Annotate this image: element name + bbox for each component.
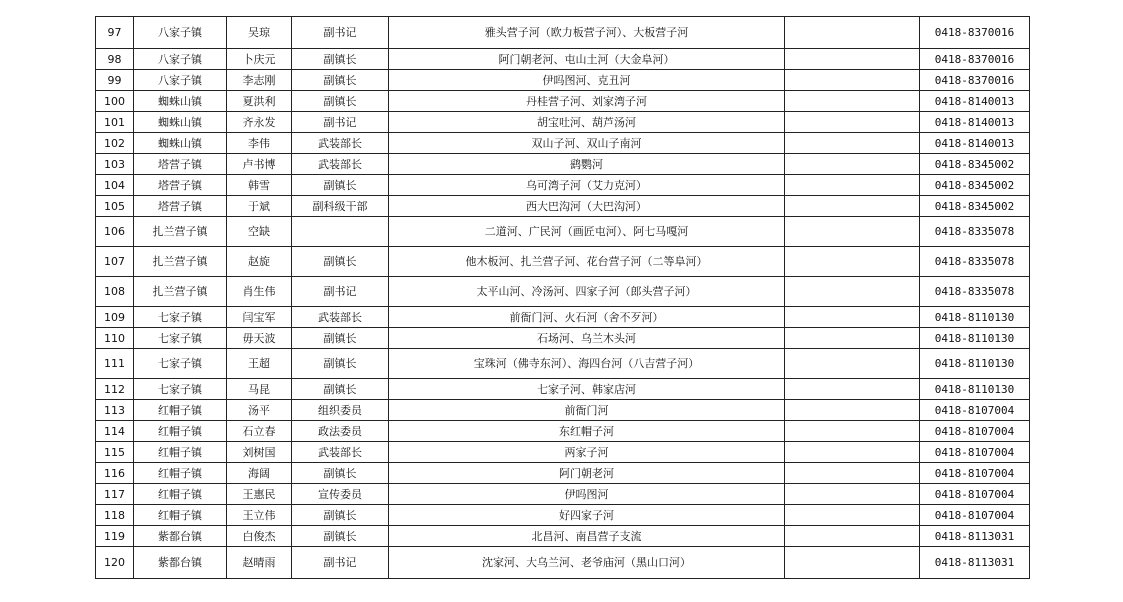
- town-cell: 塔营子镇: [134, 196, 227, 217]
- person-name-cell: 赵晴雨: [227, 547, 292, 579]
- rivers-cell: 太平山河、冷汤河、四家子河（郎头营子河）: [389, 277, 785, 307]
- person-name-cell: 白俊杰: [227, 526, 292, 547]
- note-cell: [785, 17, 920, 49]
- person-name-cell: 韩雪: [227, 175, 292, 196]
- rivers-cell: 阿门朝老河、屯山土河（大金阜河）: [389, 49, 785, 70]
- phone-cell: 0418-8110130: [920, 379, 1030, 400]
- town-cell: 扎兰营子镇: [134, 247, 227, 277]
- table-row: [96, 277, 1030, 307]
- town-cell: 七家子镇: [134, 349, 227, 379]
- person-name-cell: 王超: [227, 349, 292, 379]
- row-number-cell: 99: [96, 70, 134, 91]
- phone-cell: 0418-8107004: [920, 442, 1030, 463]
- phone-cell: 0418-8110130: [920, 328, 1030, 349]
- position-cell: 副书记: [292, 277, 389, 307]
- row-number-cell: 111: [96, 349, 134, 379]
- table-row: [96, 247, 1030, 277]
- note-cell: [785, 349, 920, 379]
- note-cell: [785, 196, 920, 217]
- note-cell: [785, 526, 920, 547]
- row-number-cell: 112: [96, 379, 134, 400]
- town-cell: 扎兰营子镇: [134, 217, 227, 247]
- person-name-cell: 马昆: [227, 379, 292, 400]
- note-cell: [785, 484, 920, 505]
- town-cell: 红帽子镇: [134, 421, 227, 442]
- position-cell: [292, 217, 389, 247]
- position-cell: 副镇长: [292, 463, 389, 484]
- row-number-cell: 105: [96, 196, 134, 217]
- table-row: [96, 421, 1030, 442]
- person-name-cell: 于斌: [227, 196, 292, 217]
- phone-cell: 0418-8370016: [920, 49, 1030, 70]
- person-name-cell: 吴琼: [227, 17, 292, 49]
- position-cell: 组织委员: [292, 400, 389, 421]
- rivers-cell: 双山子河、双山子南河: [389, 133, 785, 154]
- position-cell: 副书记: [292, 17, 389, 49]
- town-cell: 红帽子镇: [134, 442, 227, 463]
- phone-cell: 0418-8345002: [920, 175, 1030, 196]
- rivers-cell: 他木板河、扎兰营子河、花台营子河（二等阜河）: [389, 247, 785, 277]
- rivers-cell: 二道河、广民河（画匠屯河）、阿七马嘎河: [389, 217, 785, 247]
- position-cell: 副镇长: [292, 175, 389, 196]
- table-row: [96, 400, 1030, 421]
- phone-cell: 0418-8107004: [920, 505, 1030, 526]
- person-name-cell: 闫宝军: [227, 307, 292, 328]
- row-number-cell: 103: [96, 154, 134, 175]
- person-name-cell: 卢书博: [227, 154, 292, 175]
- position-cell: 武装部长: [292, 133, 389, 154]
- town-cell: 塔营子镇: [134, 175, 227, 196]
- note-cell: [785, 49, 920, 70]
- row-number-cell: 118: [96, 505, 134, 526]
- town-cell: 紫都台镇: [134, 547, 227, 579]
- position-cell: 副镇长: [292, 70, 389, 91]
- phone-cell: 0418-8113031: [920, 547, 1030, 579]
- phone-cell: 0418-8335078: [920, 217, 1030, 247]
- person-name-cell: 海阔: [227, 463, 292, 484]
- table-row: [96, 133, 1030, 154]
- note-cell: [785, 328, 920, 349]
- town-cell: 红帽子镇: [134, 505, 227, 526]
- town-cell: 扎兰营子镇: [134, 277, 227, 307]
- phone-cell: 0418-8107004: [920, 421, 1030, 442]
- position-cell: 宣传委员: [292, 484, 389, 505]
- person-name-cell: 王惠民: [227, 484, 292, 505]
- position-cell: 副科级干部: [292, 196, 389, 217]
- rivers-cell: 丹桂营子河、刘家湾子河: [389, 91, 785, 112]
- note-cell: [785, 91, 920, 112]
- table-row: [96, 307, 1030, 328]
- position-cell: 副镇长: [292, 49, 389, 70]
- position-cell: 副镇长: [292, 247, 389, 277]
- phone-cell: 0418-8140013: [920, 91, 1030, 112]
- position-cell: 武装部长: [292, 442, 389, 463]
- phone-cell: 0418-8345002: [920, 154, 1030, 175]
- position-cell: 副书记: [292, 547, 389, 579]
- phone-cell: 0418-8370016: [920, 17, 1030, 49]
- town-cell: 七家子镇: [134, 328, 227, 349]
- note-cell: [785, 247, 920, 277]
- note-cell: [785, 307, 920, 328]
- table-row: [96, 442, 1030, 463]
- table-row: [96, 217, 1030, 247]
- note-cell: [785, 175, 920, 196]
- rivers-cell: 宝珠河（佛寺东河）、海四台河（八吉营子河）: [389, 349, 785, 379]
- table-row: [96, 379, 1030, 400]
- rivers-cell: 阿门朝老河: [389, 463, 785, 484]
- note-cell: [785, 154, 920, 175]
- town-cell: 红帽子镇: [134, 463, 227, 484]
- row-number-cell: 115: [96, 442, 134, 463]
- town-cell: 七家子镇: [134, 307, 227, 328]
- row-number-cell: 114: [96, 421, 134, 442]
- rivers-cell: 沈家河、大乌兰河、老爷庙河（黑山口河）: [389, 547, 785, 579]
- rivers-cell: 前衙门河、火石河（舍不歹河）: [389, 307, 785, 328]
- row-number-cell: 119: [96, 526, 134, 547]
- note-cell: [785, 112, 920, 133]
- position-cell: 副镇长: [292, 328, 389, 349]
- note-cell: [785, 217, 920, 247]
- note-cell: [785, 70, 920, 91]
- person-name-cell: 汤平: [227, 400, 292, 421]
- row-number-cell: 101: [96, 112, 134, 133]
- table-row: [96, 463, 1030, 484]
- person-name-cell: 毋天波: [227, 328, 292, 349]
- position-cell: 副镇长: [292, 505, 389, 526]
- row-number-cell: 110: [96, 328, 134, 349]
- town-cell: 八家子镇: [134, 49, 227, 70]
- rivers-cell: 七家子河、韩家店河: [389, 379, 785, 400]
- position-cell: 副镇长: [292, 526, 389, 547]
- phone-cell: 0418-8140013: [920, 112, 1030, 133]
- town-cell: 红帽子镇: [134, 400, 227, 421]
- person-name-cell: 李伟: [227, 133, 292, 154]
- phone-cell: 0418-8370016: [920, 70, 1030, 91]
- phone-cell: 0418-8110130: [920, 307, 1030, 328]
- table-row: [96, 154, 1030, 175]
- table-row: [96, 196, 1030, 217]
- person-name-cell: 夏洪利: [227, 91, 292, 112]
- position-cell: 副镇长: [292, 379, 389, 400]
- rivers-cell: 乌可湾子河（艾力克河）: [389, 175, 785, 196]
- row-number-cell: 116: [96, 463, 134, 484]
- table-row: [96, 505, 1030, 526]
- note-cell: [785, 442, 920, 463]
- person-name-cell: 赵旋: [227, 247, 292, 277]
- position-cell: 政法委员: [292, 421, 389, 442]
- table-row: [96, 526, 1030, 547]
- town-cell: 蜘蛛山镇: [134, 112, 227, 133]
- row-number-cell: 102: [96, 133, 134, 154]
- row-number-cell: 107: [96, 247, 134, 277]
- phone-cell: 0418-8107004: [920, 400, 1030, 421]
- table-row: [96, 175, 1030, 196]
- row-number-cell: 113: [96, 400, 134, 421]
- phone-cell: 0418-8335078: [920, 277, 1030, 307]
- row-number-cell: 100: [96, 91, 134, 112]
- person-name-cell: 石立春: [227, 421, 292, 442]
- note-cell: [785, 505, 920, 526]
- table-row: [96, 17, 1030, 49]
- phone-cell: 0418-8107004: [920, 463, 1030, 484]
- rivers-cell: 北昌河、南昌营子支流: [389, 526, 785, 547]
- row-number-cell: 108: [96, 277, 134, 307]
- table-row: [96, 328, 1030, 349]
- rivers-cell: 鹞鹦河: [389, 154, 785, 175]
- table-row: [96, 91, 1030, 112]
- town-cell: 紫都台镇: [134, 526, 227, 547]
- row-number-cell: 104: [96, 175, 134, 196]
- row-number-cell: 106: [96, 217, 134, 247]
- town-cell: 蜘蛛山镇: [134, 91, 227, 112]
- rivers-cell: 西大巴沟河（大巴沟河）: [389, 196, 785, 217]
- person-name-cell: 肖生伟: [227, 277, 292, 307]
- person-name-cell: 李志刚: [227, 70, 292, 91]
- town-cell: 八家子镇: [134, 70, 227, 91]
- table-row: [96, 112, 1030, 133]
- town-cell: 蜘蛛山镇: [134, 133, 227, 154]
- river-chief-table: [95, 16, 1030, 579]
- rivers-cell: 前衙门河: [389, 400, 785, 421]
- row-number-cell: 98: [96, 49, 134, 70]
- phone-cell: 0418-8107004: [920, 484, 1030, 505]
- phone-cell: 0418-8335078: [920, 247, 1030, 277]
- position-cell: 武装部长: [292, 154, 389, 175]
- row-number-cell: 117: [96, 484, 134, 505]
- phone-cell: 0418-8113031: [920, 526, 1030, 547]
- rivers-cell: 东红帽子河: [389, 421, 785, 442]
- town-cell: 红帽子镇: [134, 484, 227, 505]
- note-cell: [785, 400, 920, 421]
- note-cell: [785, 379, 920, 400]
- row-number-cell: 120: [96, 547, 134, 579]
- rivers-cell: 雅头营子河（欧力板营子河）、大板营子河: [389, 17, 785, 49]
- note-cell: [785, 463, 920, 484]
- row-number-cell: 109: [96, 307, 134, 328]
- note-cell: [785, 421, 920, 442]
- town-cell: 八家子镇: [134, 17, 227, 49]
- table-row: [96, 349, 1030, 379]
- row-number-cell: 97: [96, 17, 134, 49]
- rivers-cell: 伊吗图河、克丑河: [389, 70, 785, 91]
- position-cell: 副书记: [292, 112, 389, 133]
- note-cell: [785, 133, 920, 154]
- rivers-cell: 胡宝吐河、葫芦汤河: [389, 112, 785, 133]
- note-cell: [785, 547, 920, 579]
- rivers-cell: 伊吗图河: [389, 484, 785, 505]
- person-name-cell: 齐永发: [227, 112, 292, 133]
- table-row: [96, 49, 1030, 70]
- phone-cell: 0418-8140013: [920, 133, 1030, 154]
- person-name-cell: 卜庆元: [227, 49, 292, 70]
- person-name-cell: 空缺: [227, 217, 292, 247]
- position-cell: 武装部长: [292, 307, 389, 328]
- town-cell: 塔营子镇: [134, 154, 227, 175]
- rivers-cell: 石场河、乌兰木头河: [389, 328, 785, 349]
- position-cell: 副镇长: [292, 91, 389, 112]
- person-name-cell: 刘树国: [227, 442, 292, 463]
- table-row: [96, 70, 1030, 91]
- position-cell: 副镇长: [292, 349, 389, 379]
- table-row: [96, 547, 1030, 579]
- table-row: [96, 484, 1030, 505]
- town-cell: 七家子镇: [134, 379, 227, 400]
- rivers-cell: 两家子河: [389, 442, 785, 463]
- rivers-cell: 好四家子河: [389, 505, 785, 526]
- phone-cell: 0418-8345002: [920, 196, 1030, 217]
- person-name-cell: 王立伟: [227, 505, 292, 526]
- table-body: [96, 17, 1030, 579]
- phone-cell: 0418-8110130: [920, 349, 1030, 379]
- note-cell: [785, 277, 920, 307]
